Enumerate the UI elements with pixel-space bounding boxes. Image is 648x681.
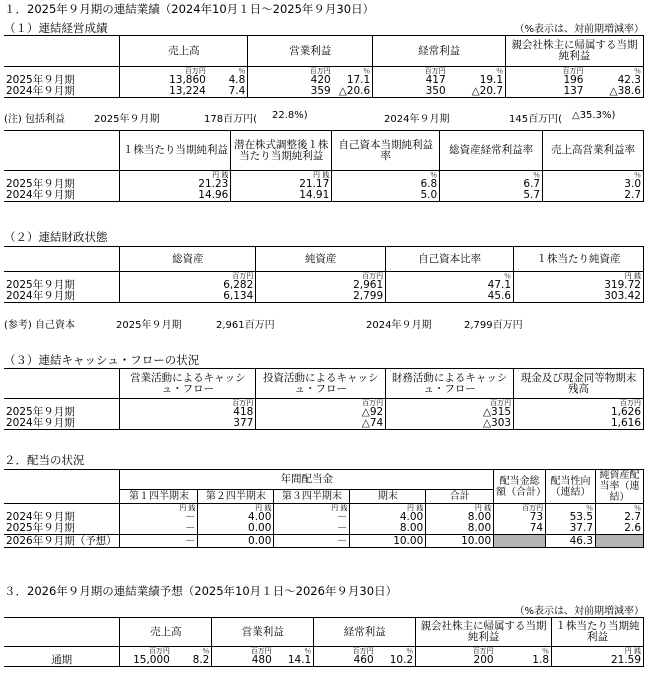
ref-period: 2024年９月期 (366, 320, 432, 331)
ref-value: 2,961百万円 (216, 320, 275, 331)
unit: ％ (202, 647, 210, 655)
col-q1: 第１四半期末 (120, 489, 198, 503)
cell: － (274, 523, 350, 535)
cell: 17.1 (346, 74, 371, 86)
unit: 百万円 (416, 647, 496, 656)
cell: 6,282 (120, 280, 256, 291)
unit: 百万円 (386, 399, 514, 408)
col-roa: 総資産経常利益率 (440, 131, 543, 171)
row-label: 2024年９月期 (4, 86, 120, 98)
col-annual-dividend: 年間配当金 (120, 470, 494, 490)
col-operating-profit: 営業利益 (248, 36, 373, 67)
col-eps: １株当たり当期純利益 (120, 131, 231, 171)
table-row (4, 190, 644, 202)
cell: 14.91 (231, 190, 332, 202)
cell: 37.7 (546, 523, 596, 535)
unit: ％ (238, 67, 246, 75)
note-period: 2024年９月期 (384, 114, 450, 125)
cell: 10.2 (376, 655, 416, 667)
note-value: 178百万円( (204, 114, 257, 125)
cell: △315 (386, 407, 514, 418)
cell: 8.00 (350, 523, 426, 535)
unit: 円 銭 (274, 504, 350, 513)
note-pct: △35.3%) (572, 110, 616, 121)
cell: 4.00 (198, 512, 274, 523)
col-dividend-on-equity: 純資産配当率（連結） (596, 470, 644, 504)
unit: ％ (386, 272, 514, 281)
unit: 百万円 (212, 647, 274, 656)
cell: △38.6 (585, 86, 643, 98)
dividends-table (4, 469, 644, 548)
col-q2: 第２四半期末 (198, 489, 274, 503)
cell: 8.2 (172, 655, 212, 667)
cell: 74 (494, 523, 546, 535)
row-label: 2024年９月期 (4, 291, 120, 303)
unit: 百万円 (514, 399, 644, 408)
col-operating-margin: 売上高営業利益率 (543, 131, 644, 171)
table-row (4, 291, 644, 303)
cell: 6.7 (440, 179, 543, 190)
row-label: 2024年９月期 (6, 511, 75, 523)
row-label: 2025年９月期 (6, 279, 75, 291)
unit: ％ (546, 504, 596, 513)
cell: － (274, 512, 350, 523)
col-net-sales: 売上高 (120, 36, 248, 67)
unit: 円 銭 (120, 504, 198, 513)
cell: 21.59 (552, 655, 644, 667)
cell: 46.3 (546, 535, 596, 548)
row-label: 2025年９月期 (6, 178, 75, 190)
col-total: 合計 (426, 489, 494, 503)
table-row (4, 512, 644, 523)
col-cash-end: 現金及び現金同等物期末残高 (514, 369, 644, 399)
col-payout-ratio: 配当性向（連結） (546, 470, 596, 504)
section1-title: １．2025年９月期の連結業績（2024年10月１日～2025年９月30日） (4, 2, 375, 16)
col-net-income: 親会社株主に帰属する当期純利益 (506, 36, 644, 67)
cell: 21.17 (231, 179, 332, 190)
cell: 303.42 (514, 291, 644, 303)
cell: 480 (212, 655, 274, 667)
cell-shaded (494, 535, 546, 548)
cell: 2.7 (543, 190, 644, 202)
cell: △20.6 (333, 86, 373, 98)
unit: 円 銭 (552, 647, 644, 656)
ref-label: (参考) 自己資本 (4, 320, 75, 331)
row-label: 2025年９月期 (6, 406, 75, 418)
cell: △92 (256, 407, 386, 418)
cell: 350 (373, 86, 448, 98)
cell: 137 (506, 86, 586, 98)
unit: 百万円 (120, 272, 256, 281)
cell: 1.8 (496, 655, 552, 667)
col-year-end: 期末 (350, 489, 426, 503)
cell: 5.0 (332, 190, 440, 202)
cell: 417 (373, 75, 448, 86)
cell: △74 (256, 418, 386, 430)
cell: 8.00 (426, 523, 494, 535)
cell: 0.00 (198, 523, 274, 535)
equity-reference (4, 316, 523, 331)
col-equity-ratio: 自己資本比率 (386, 247, 514, 272)
col-net-assets: 純資産 (256, 247, 386, 272)
table-row (4, 86, 644, 98)
col-investing-cf: 投資活動によるキャッシュ・フロー (256, 369, 386, 399)
unit: ％ (406, 647, 414, 655)
col-operating-profit: 営業利益 (212, 618, 314, 647)
cell: 6,134 (120, 291, 256, 303)
cell: 0.00 (198, 535, 274, 548)
unit: ％ (440, 171, 543, 180)
cell: － (120, 535, 198, 548)
cell: 53.5 (546, 512, 596, 523)
table-row (4, 523, 644, 535)
section3-title: ３．2026年９月期の連結業績予想（2025年10月１日～2026年９月30日） (4, 584, 398, 598)
subsection-cash-flows: （３）連結キャッシュ・フローの状況 (4, 353, 200, 367)
cell: 460 (314, 655, 376, 667)
cell: 13,860 (120, 75, 208, 86)
cell: 8.00 (426, 512, 494, 523)
cell: 1,626 (514, 407, 644, 418)
unit: 円 銭 (231, 171, 332, 180)
cell: 6.8 (332, 179, 440, 190)
col-q3: 第３四半期末 (274, 489, 350, 503)
col-total-assets: 総資産 (120, 247, 256, 272)
ref-value: 2,799百万円 (464, 320, 523, 331)
cell: 45.6 (386, 291, 514, 303)
cell: △303 (386, 418, 514, 430)
col-total-dividend: 配当金総額（合計） (494, 470, 546, 504)
unit: 百万円 (373, 67, 448, 76)
col-financing-cf: 財務活動によるキャッシュ・フロー (386, 369, 514, 399)
cell: 4.8 (228, 74, 246, 86)
col-net-income: 親会社株主に帰属する当期純利益 (416, 618, 552, 647)
row-label: 2026年９月期（予想） (4, 535, 120, 548)
cell: 73 (494, 512, 546, 523)
unit: ％ (363, 67, 371, 75)
forecast-table (4, 617, 644, 667)
table-row (4, 655, 644, 667)
row-label: 2024年９月期 (4, 190, 120, 202)
cell: 420 (248, 75, 333, 86)
per-share-table (4, 130, 644, 202)
cell: 319.72 (514, 280, 644, 291)
unit: 百万円 (248, 67, 333, 76)
cell: 4.00 (350, 512, 426, 523)
cell: 200 (416, 655, 496, 667)
cell: 418 (120, 407, 256, 418)
row-label: 2025年９月期 (6, 522, 75, 534)
cell: 2,961 (256, 280, 386, 291)
cell: 13,224 (120, 86, 208, 98)
cell: 1,616 (514, 418, 644, 430)
note-label: (注) 包括利益 (4, 114, 65, 125)
cell: 47.1 (386, 280, 514, 291)
cell: 3.0 (543, 179, 644, 190)
cell-shaded (596, 535, 644, 548)
col-bps: １株当たり純資産 (514, 247, 644, 272)
financial-position-table (4, 246, 644, 303)
cell: － (120, 512, 198, 523)
cell: 10.00 (426, 535, 494, 548)
cell: 2,799 (256, 291, 386, 303)
row-label: 通期 (4, 655, 120, 667)
row-label: 2024年９月期 (4, 418, 120, 430)
cell: 21.23 (120, 179, 231, 190)
cell: 10.00 (350, 535, 426, 548)
unit: ％ (496, 67, 504, 75)
unit: 百万円 (494, 504, 546, 513)
unit: ％ (542, 647, 549, 655)
table-row (4, 418, 644, 430)
note-period: 2025年９月期 (94, 114, 160, 125)
cell: 359 (248, 86, 333, 98)
cell: 196 (506, 75, 586, 86)
note-pct: 22.8%) (272, 110, 308, 121)
col-diluted-eps: 潜在株式調整後１株当たり当期純利益 (231, 131, 332, 171)
ref-period: 2025年９月期 (116, 320, 182, 331)
cell: － (274, 535, 350, 548)
percent-note: （%表示は、対前期増減率） (514, 24, 644, 35)
unit: 円 銭 (198, 504, 274, 513)
cash-flow-table (4, 368, 644, 430)
operating-results-table (4, 35, 644, 98)
cell: 5.7 (440, 190, 543, 202)
percent-note-forecast: （%表示は、対前期増減率） (514, 606, 644, 617)
section2-title: ２．配当の状況 (4, 453, 85, 467)
note-value: 145百万円( (509, 114, 562, 125)
cell: 7.4 (208, 86, 248, 98)
cell: △20.7 (448, 86, 506, 98)
col-eps: １株当たり当期純利益 (552, 618, 644, 647)
row-label: 2025年９月期 (6, 74, 75, 86)
cell: 2.7 (596, 512, 644, 523)
cell: 19.1 (479, 74, 504, 86)
cell: － (120, 523, 198, 535)
unit: ％ (585, 67, 643, 76)
col-ordinary-profit: 経常利益 (373, 36, 506, 67)
cell: 15,000 (120, 655, 172, 667)
unit: ％ (304, 647, 312, 655)
comprehensive-income-note (4, 110, 616, 125)
unit: 円 銭 (426, 504, 494, 513)
table-row (4, 280, 644, 291)
unit: 百万円 (506, 67, 586, 76)
col-roe: 自己資本当期純利益率 (332, 131, 440, 171)
unit: 百万円 (120, 647, 172, 656)
col-net-sales: 売上高 (120, 618, 212, 647)
unit: 円 銭 (120, 171, 231, 180)
unit: 円 銭 (350, 504, 426, 513)
unit: 百万円 (120, 67, 208, 76)
unit: ％ (332, 171, 440, 180)
unit: 百万円 (314, 647, 376, 656)
cell: 42.3 (585, 75, 643, 86)
unit: 百万円 (256, 399, 386, 408)
unit: 百万円 (120, 399, 256, 408)
cell: 14.1 (274, 655, 314, 667)
table-row (4, 407, 644, 418)
unit: 百万円 (256, 272, 386, 281)
cell: 377 (120, 418, 256, 430)
subsection-operating-results: （１）連結経営成績 (4, 21, 108, 35)
table-row (4, 535, 644, 548)
cell: 14.96 (120, 190, 231, 202)
subsection-financial-position: （２）連結財政状態 (4, 230, 108, 244)
col-ordinary-profit: 経常利益 (314, 618, 416, 647)
unit: ％ (543, 171, 644, 180)
unit: 円 銭 (514, 272, 644, 281)
col-operating-cf: 営業活動によるキャッシュ・フロー (120, 369, 256, 399)
unit: ％ (596, 504, 644, 513)
cell: 2.6 (596, 523, 644, 535)
